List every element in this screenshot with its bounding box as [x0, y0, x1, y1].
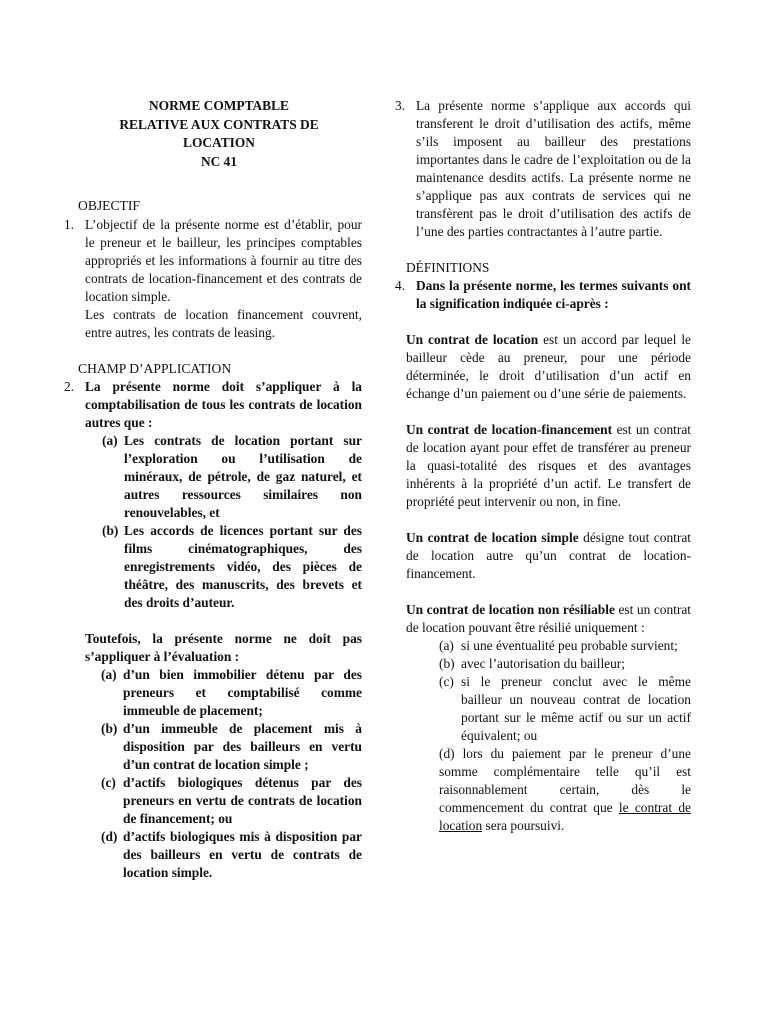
paragraph-3-text: La présente norme s’applique aux accords qui transferent le droit d’utilisation des actifs, même s’ils imposent au bailleur des prestations importantes dans le cadre de l’exploitation ou de la maintenance desdits actifs. La présente norme ne s’applique pas aux contrats de services qui ne transfèrent pas le droit d’utilisation des actifs de l’une des parties contractantes à l’autre partie. — [416, 98, 691, 239]
heading-definitions: DÉFINITIONS — [406, 260, 490, 275]
list-item-text: si le preneur conclut avec le même bailleur un nouveau contrat de location portant sur le même actif ou sur un actif équivalent; ou — [461, 674, 691, 743]
paragraph-1-text-2: Les contrats de location financement couvrent, entre autres, les contrats de leasing. — [85, 307, 362, 340]
definition-text: est un contrat de location pouvant être résilié uniquement : — [406, 602, 691, 635]
title-line-4: NC 41 — [200, 153, 238, 169]
list-item-label: (c) — [101, 775, 116, 790]
list-item-d-underlined: le contrat de location — [439, 800, 691, 833]
list-item-text: avec l’autorisation du bailleur; — [461, 656, 625, 671]
list-item-d-text: (d) lors du paiement par le preneur d’une somme complémentaire telle qu’il est raisonnablement certain, dès le commencement du contrat que — [439, 746, 691, 815]
definition-location-financement — [406, 421, 691, 511]
list-item-label: (b) — [102, 523, 119, 538]
list-item-text: Les contrats de location portant sur l’exploration ou l’utilisation de minéraux, de pétrole, de gaz naturel, et autres ressources similaires non renouvelables, et — [124, 433, 362, 520]
definition-term: Un contrat de location non résiliable — [406, 602, 615, 617]
list-item — [439, 637, 691, 655]
definition-term: Un contrat de location-financement — [406, 422, 613, 437]
list-item-d-end: sera poursuivi. — [482, 818, 565, 833]
list-item-text: d’actifs biologiques mis à disposition par des bailleurs en vertu de contrats de location simple. — [123, 829, 362, 880]
paragraph-1 — [64, 216, 362, 342]
exclusion-list-b — [101, 666, 362, 882]
definition-text: est un accord par lequel le bailleur cède au preneur, pour une période déterminée, le droit d’utilisation d’un actif en échange d’un paiement ou d’une série de paiements. — [406, 332, 692, 401]
resiliation-list — [439, 637, 691, 835]
paragraph-3 — [395, 97, 691, 241]
right-column — [395, 97, 691, 835]
list-item-d — [439, 745, 691, 835]
definition-location-simple — [406, 529, 691, 583]
paragraph-2-number: 2. — [64, 379, 75, 394]
title-line-2: RELATIVE AUX CONTRATS DE — [119, 116, 319, 132]
list-item — [102, 522, 362, 612]
list-item — [439, 655, 691, 673]
list-item-label: (c) — [439, 674, 454, 689]
definition-term: Un contrat de location simple — [406, 530, 579, 545]
list-item — [101, 720, 362, 774]
heading-champ-application: CHAMP D’APPLICATION — [78, 361, 232, 376]
list-item-label: (a) — [101, 667, 117, 682]
list-item-text: Les accords de licences portant sur des films cinématographiques, des enregistrements vidéo, des pièces de théâtre, des manuscrits, des brevets et des droits d’auteur. — [124, 523, 362, 610]
list-item — [102, 432, 362, 522]
list-item-label: (a) — [439, 638, 454, 653]
title-line-1: NORME COMPTABLE — [149, 98, 289, 113]
list-item — [101, 828, 362, 882]
paragraph-2 — [64, 378, 362, 432]
definition-non-resiliable — [406, 601, 691, 637]
paragraph-4-text: Dans la présente norme, les termes suivants ont la signification indiquée ci-après : — [416, 278, 691, 311]
document-title — [76, 97, 362, 171]
definition-contrat-location — [406, 331, 691, 403]
exclusion-list-a — [102, 432, 362, 612]
list-item-text: d’un bien immobilier détenu par des preneurs et comptabilisé comme immeuble de placement; — [123, 667, 362, 718]
paragraph-1-text: L’objectif de la présente norme est d’établir, pour le preneur et le bailleur, les principes comptables appropriés et les informations à fournir au titre des contrats de location-financement et des contrats de location simple. — [85, 217, 362, 304]
list-item — [439, 673, 691, 745]
title-line-3: LOCATION — [183, 135, 255, 150]
definition-term: Un contrat de location — [406, 332, 539, 347]
list-item-label: (b) — [101, 721, 118, 736]
paragraph-3-number: 3. — [395, 98, 406, 113]
definition-text: est un contrat de location ayant pour effet de transférer au preneur la quasi-totalité des risques et des avantages inhérents à la propriété d’un actif. Le transfert de propriété peut intervenir ou non, in fine. — [406, 422, 691, 509]
list-item-text: d’un immeuble de placement mis à disposition par des bailleurs en vertu d’un contrat de location simple ; — [123, 721, 362, 772]
list-item-text: d’actifs biologiques détenus par des preneurs en vertu de contrats de location de financement; ou — [123, 775, 362, 826]
definition-text: désigne tout contrat de location autre qu’un contrat de location-financement. — [406, 530, 691, 581]
list-item — [101, 666, 362, 720]
list-item-label: (d) — [101, 829, 118, 844]
list-item-text: si une éventualité peu probable survient; — [461, 638, 678, 653]
list-item — [101, 774, 362, 828]
paragraph-2-text: La présente norme doit s’appliquer à la comptabilisation de tous les contrats de location autres que : — [85, 379, 362, 430]
paragraph-4-number: 4. — [395, 278, 406, 293]
heading-objectif: OBJECTIF — [78, 198, 140, 213]
list-item-label: (b) — [439, 656, 455, 671]
toutefois-paragraph: Toutefois, la présente norme ne doit pas s’appliquer à l’évaluation : — [85, 631, 362, 664]
list-item-label: (a) — [102, 433, 118, 448]
paragraph-4 — [395, 277, 691, 313]
paragraph-1-number: 1. — [64, 217, 75, 232]
left-column — [64, 97, 362, 882]
